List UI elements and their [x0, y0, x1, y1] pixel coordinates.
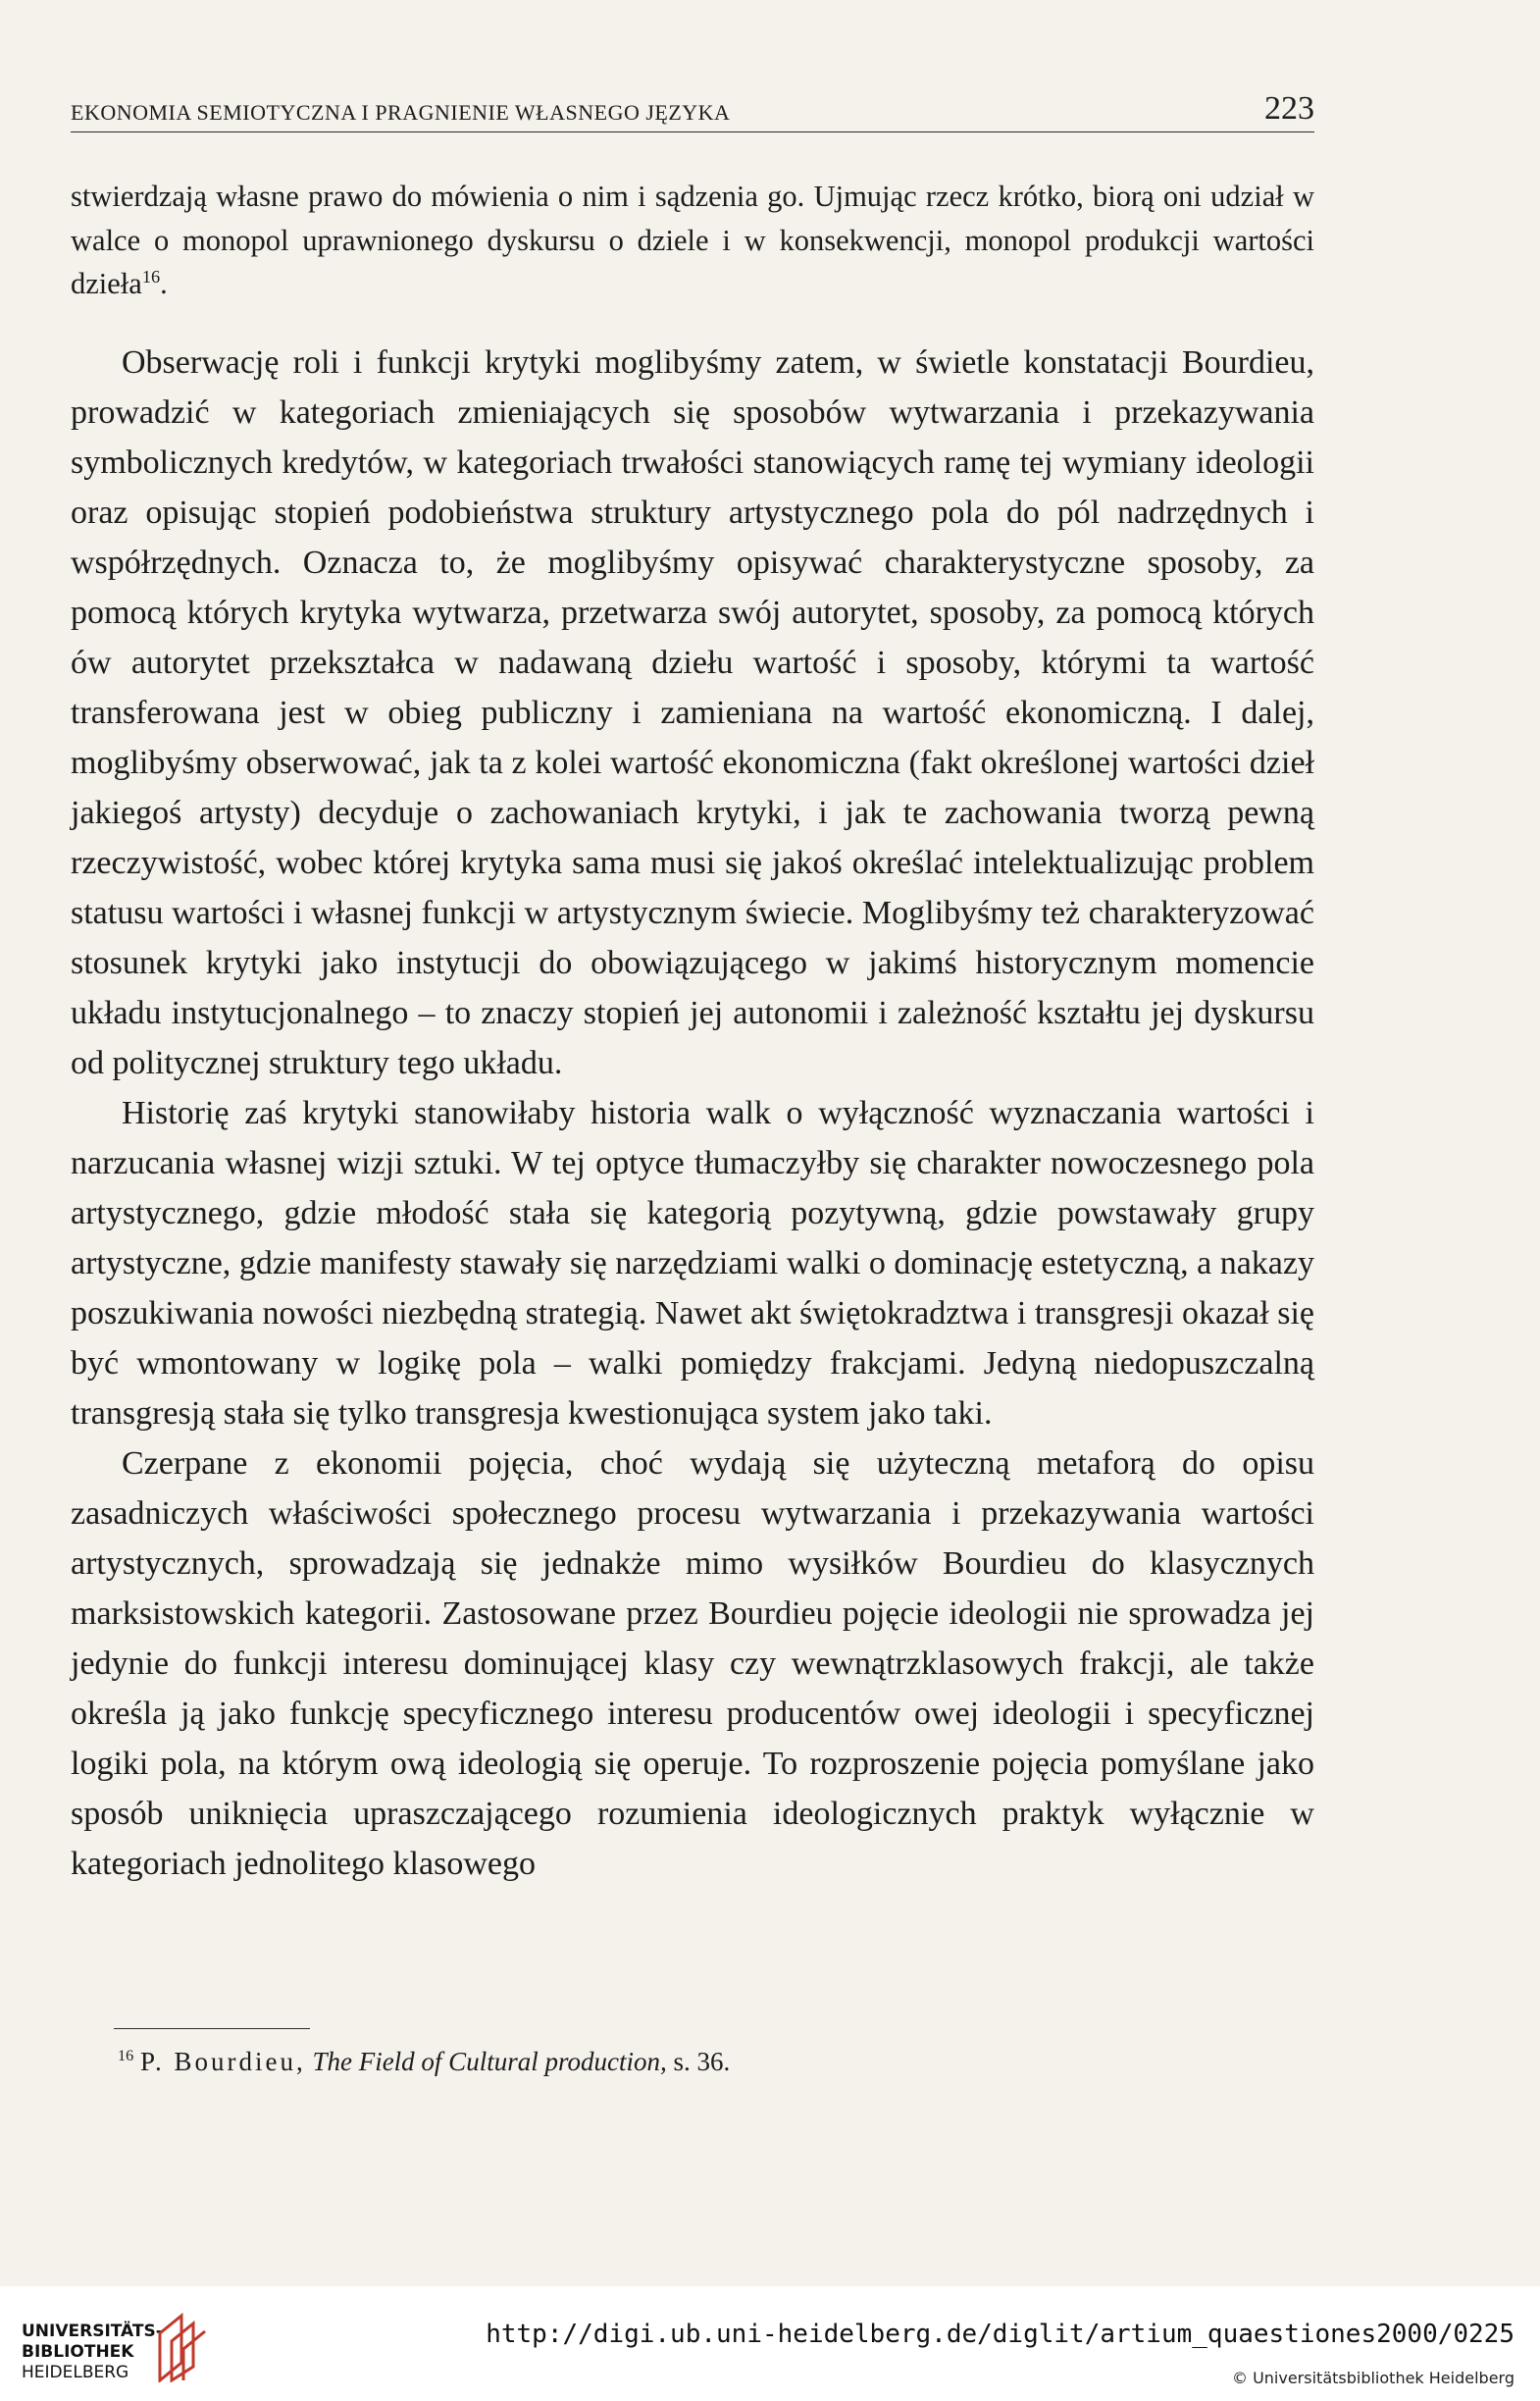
intro-end: .: [160, 267, 168, 300]
intro-paragraph: [71, 175, 1314, 306]
footnote-page: s. 36.: [673, 2047, 731, 2076]
library-logo-text: [22, 2322, 163, 2383]
footnote-reference[interactable]: 16: [141, 266, 161, 287]
paragraph-2: Historię zaś krytyki stanowiłaby historia walk o wyłączność wyznaczania wartości i narzucania własnej wizji sztuki. W tej optyce tłumaczyłby się charakter nowoczesnego pola artystycznego, gdzie młodość stała się kategorią pozytywną, gdzie powstawały grupy artystyczne, gdzie manifesty stawały się narzędziami walki o dominację estetyczną, a nakazy poszukiwania nowości niezbędną strategią. Nawet akt świętokradztwa i transgresji okazał się być wmontowany w logikę pola – walki pomiędzy frakcjami. Jedyną niedopuszczalną transgresją stała się tylko transgresja kwestionująca system jako taki.: [71, 1094, 1314, 1432]
page-number: 223: [1264, 90, 1314, 127]
copyright-notice: © Universitätsbibliothek Heidelberg: [1231, 2369, 1514, 2387]
running-title: EKONOMIA SEMIOTYCZNA I PRAGNIENIE WŁASNEGO JĘZYKA: [71, 100, 731, 125]
footnote-divider: [114, 2028, 310, 2029]
logo-line-2: BIBLIOTHEK: [22, 2342, 134, 2362]
body-text: [71, 175, 1314, 1889]
library-footer: [0, 2286, 1540, 2401]
paragraph-3: Czerpane z ekonomii pojęcia, choć wydają się użyteczną metaforą do opisu zasadniczych właściwości społecznego procesu wytwarzania i przekazywania wartości artystycznych, sprowadzają się jednakże mimo wysiłków Bourdieu do klasycznych marksistowskich kategorii. Zastosowane przez Bourdieu pojęcie ideologii nie sprowadza jej jedynie do funkcji interesu dominującej klasy czy wewnątrzklasowych frakcji, ale także określa ją jako funkcję specyficznego interesu producentów owej ideologii i specyficznej logiki pola, na którym ową ideologią się operuje. To rozproszenie pojęcia pomyślane jako sposób uniknięcia upraszczającego rozumienia ideologicznych praktyk wyłącznie w kategoriach jednolitego klasowego: [71, 1444, 1314, 1882]
logo-line-3: HEIDELBERG: [22, 2363, 129, 2382]
footnote-number: 16: [118, 2047, 134, 2064]
footnote-author: P. Bourdieu,: [139, 2047, 306, 2076]
page-header: [71, 88, 1314, 132]
permalink-url[interactable]: http://digi.ub.uni-heidelberg.de/diglit/artium_quaestiones2000/0225: [486, 2320, 1514, 2349]
paragraph-1: Obserwację roli i funkcji krytyki moglibyśmy zatem, w świetle konstatacji Bourdieu, prowadzić w kategoriach zmieniających się sposobów wytwarzania i przekazywania symbolicznych kredytów, w kategoriach trwałości stanowiących ramę tej wymiany ideologii oraz opisując stopień podobieństwa struktury artystycznego pola do pól nadrzędnych i współrzędnych. Oznacza to, że moglibyśmy opisywać charakterystyczne sposoby, za pomocą których krytyka wytwarza, przetwarza swój autorytet, sposoby, za pomocą których ów autorytet przekształca w nadawaną dziełu wartość i sposoby, którymi ta wartość transferowana jest w obieg publiczny i zamieniana na wartość ekonomiczną. I dalej, moglibyśmy obserwować, jak ta z kolei wartość ekonomiczna (fakt określonej wartości dzieł jakiegoś artysty) decyduje o zachowaniach krytyki, i jak te zachowania tworzą pewną rzeczywistość, wobec której krytyka sama musi się jakoś określać intelektualizując problem statusu wartości i własnej funkcji w artystycznym świecie. Moglibyśmy też charakteryzować stosunek krytyki jako instytucji do obowiązującego w jakimś historycznym momencie układu instytucjonalnego – to znaczy stopień jej autonomii i zależność kształtu jej dyskursu od politycznej struktury tego układu.: [71, 343, 1314, 1081]
footnote-work: The Field of Cultural production,: [312, 2047, 667, 2076]
intro-text: stwierdzają własne prawo do mówienia o nim i sądzenia go. Ujmując rzecz krótko, biorą oni udział w walce o monopol uprawnionego dyskursu o dziele i w konsekwencji, monopol produkcji wartości dzieła: [71, 180, 1314, 300]
footnote: [118, 2047, 730, 2077]
logo-line-1: UNIVERSITÄTS-: [22, 2322, 163, 2341]
library-logo-icon: [152, 2312, 211, 2382]
